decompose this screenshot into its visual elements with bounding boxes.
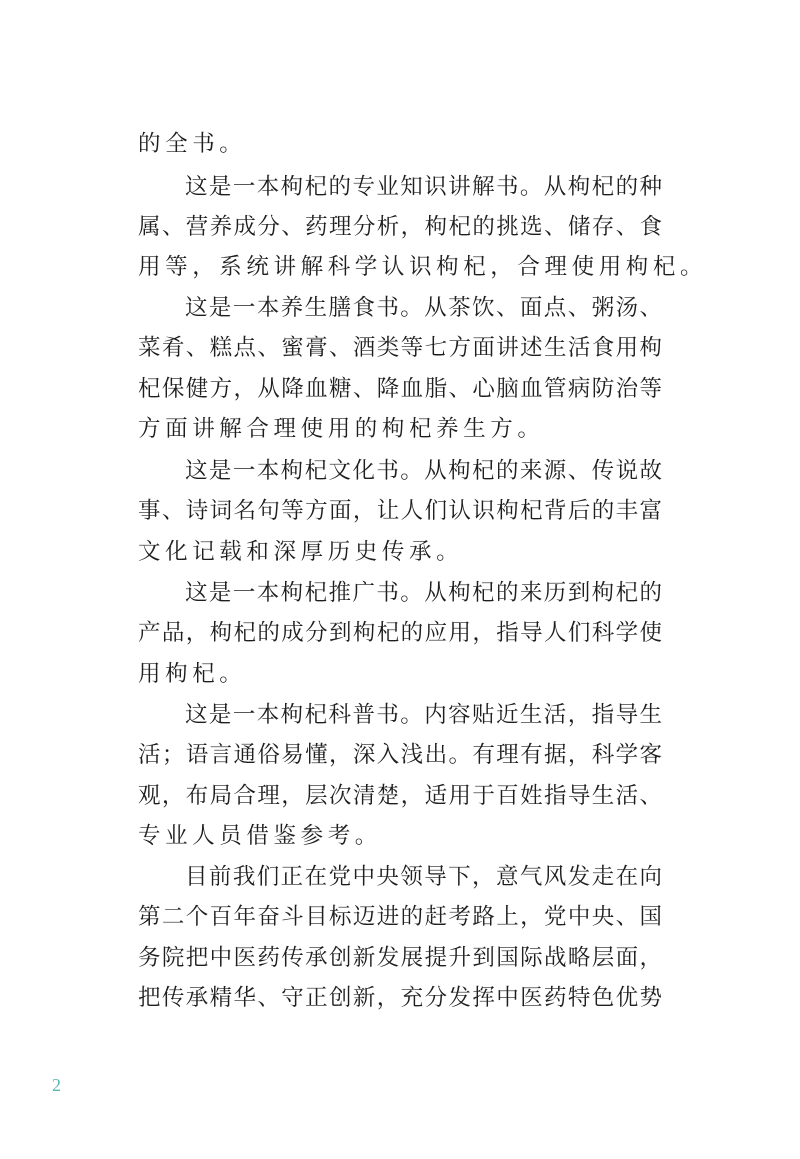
text-line: 产品，枸杞的成分到枸杞的应用，指导人们科学使 (138, 620, 662, 646)
text-line: 活；语言通俗易懂，深入浅出。有理有据，科学客 (138, 742, 662, 768)
text-line: 用等，系统讲解科学认识枸杞，合理使用枸杞。 (138, 254, 708, 280)
text-line: 用枸杞。 (138, 661, 247, 687)
text-line: 把传承精华、守正创新，充分发挥中医药特色优势 (138, 985, 662, 1011)
paragraph-first-line: 这是一本养生膳食书。从茶饮、面点、粥汤、 (185, 295, 662, 321)
text-line: 观，布局合理，层次清楚，适用于百姓指导生活、 (138, 783, 662, 809)
text-line: 杞保健方，从降血糖、降血脂、心脑血管病防治等 (138, 376, 662, 402)
paragraph-first-line: 这是一本枸杞文化书。从枸杞的来源、传说故 (185, 458, 662, 484)
text-line: 专业人员借鉴参考。 (138, 823, 382, 849)
paragraph-first-line: 这是一本枸杞的专业知识讲解书。从枸杞的种 (185, 174, 662, 200)
text-line: 菜肴、糕点、蜜膏、酒类等七方面讲述生活食用枸 (138, 335, 662, 361)
text-line: 事、诗词名句等方面，让人们认识枸杞背后的丰富 (138, 498, 662, 524)
text-line: 方面讲解合理使用的枸杞养生方。 (138, 416, 545, 442)
page-number: 2 (52, 1075, 61, 1095)
text-line: 务院把中医药传承创新发展提升到国际战略层面， (138, 945, 662, 971)
text-line: 第二个百年奋斗目标迈进的赶考路上，党中央、国 (138, 904, 662, 930)
paragraph-first-line: 这是一本枸杞科普书。内容贴近生活，指导生 (185, 702, 662, 728)
paragraph-first-line: 这是一本枸杞推广书。从枸杞的来历到枸杞的 (185, 580, 662, 606)
paragraph-first-line: 目前我们正在党中央领导下，意气风发走在向 (185, 864, 662, 890)
text-line: 文化记载和深厚历史传承。 (138, 539, 464, 565)
text-line: 属、营养成分、药理分析，枸杞的挑选、储存、食 (138, 214, 662, 240)
text-line: 的全书。 (138, 131, 247, 157)
